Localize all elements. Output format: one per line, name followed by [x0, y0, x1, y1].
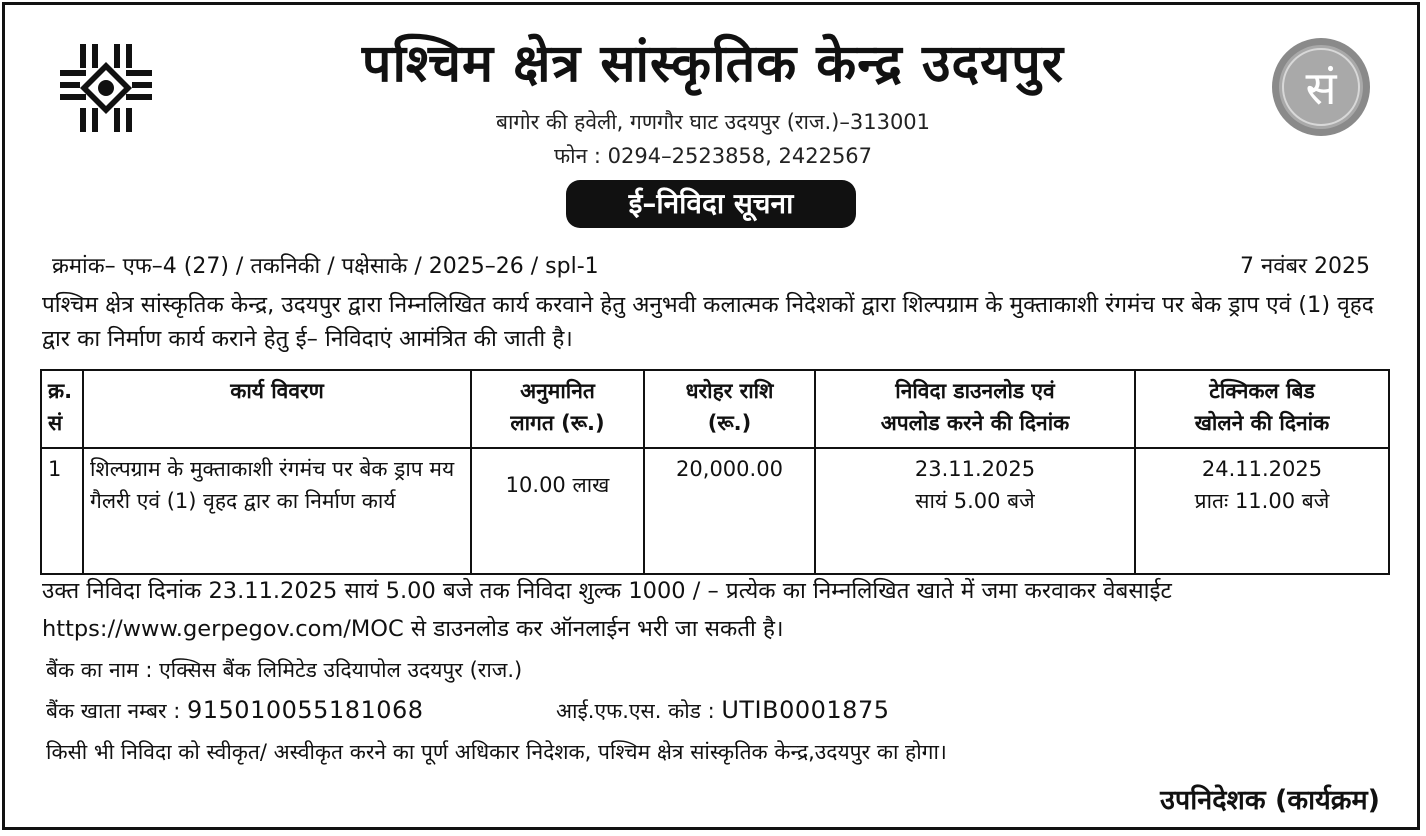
table-header-row — [41, 370, 1389, 448]
header-cost — [471, 370, 644, 448]
table-row — [41, 448, 1389, 574]
opening-date: 24.11.2025 — [1201, 457, 1323, 481]
notice-title-badge: ई–निविदा सूचना — [566, 180, 856, 228]
bank-name-line — [46, 656, 522, 684]
fee-note: उक्त निविदा दिनांक 23.11.2025 सायं 5.00 बजे तक निविदा शुल्क 1000 / – प्रत्येक का निम्नलिखित खाते में जमा करवाकर वेबसाईट https://www.gerpegov.com/MOC से डाउनलोड कर ऑनलाईन भरी जा सकती है। — [42, 578, 1172, 642]
cell-deposit: 20,000.00 — [644, 448, 815, 574]
header-download-line1: निविदा डाउनलोड एवं — [895, 379, 1055, 403]
cell-work: शिल्पग्राम के मुक्ताकाशी रंगमंच पर बेक ड्राप मय गैलरी एवं (1) वृहद द्वार का निर्माण कार्य — [83, 448, 471, 574]
address: बागोर की हवेली, गणगौर घाट उदयपुर (राज.)–313001 — [495, 110, 931, 134]
rights-note: किसी भी निविदा को स्वीकृत/ अस्वीकृत करने का पूर्ण अधिकार निदेशक, पश्चिम क्षेत्र सांस्कृतिक केन्द्र,उदयपुर का होगा। — [46, 740, 947, 764]
header-sno — [41, 370, 83, 448]
cell-sno: 1 — [41, 448, 83, 574]
header-deposit-line1: धरोहर राशि — [685, 379, 774, 403]
cell-opening — [1135, 448, 1389, 574]
header-deposit — [644, 370, 815, 448]
emblem-letter: सं — [1305, 61, 1337, 115]
tender-table — [40, 369, 1390, 575]
cell-cost: 10.00 लाख — [471, 448, 644, 574]
bank-name-label: बैंक का नाम : — [46, 658, 153, 682]
phone-numbers: फोन : 0294–2523858, 2422567 — [553, 144, 873, 168]
signatory: उपनिदेशक (कार्यक्रम) — [1160, 785, 1380, 816]
opening-time: प्रातः 11.00 बजे — [1194, 489, 1330, 513]
header-cost-line1: अनुमानित — [520, 379, 595, 403]
header-deposit-line2: (रू.) — [707, 411, 752, 435]
header-work — [83, 370, 471, 448]
bank-account-label: बैंक खाता नम्बर : — [46, 699, 181, 723]
intro-paragraph: पश्चिम क्षेत्र सांस्कृतिक केन्द्र, उदयपुर द्वारा निम्नलिखित कार्य करवाने हेतु अनुभवी कलात्मक निदेशकों द्वारा शिल्पग्राम के मुक्ताकाशी रंगमंच पर बेक ड्राप एवं (1) वृहद द्वार का निर्माण कार्य कराने हेतु ई– निविदाएं आमंत्रित की जाती है। — [42, 292, 1374, 352]
header-sno-line1: क्र. — [48, 379, 73, 403]
organisation-title: पश्चिम क्षेत्र सांस्कृतिक केन्द्र उदयपुर — [361, 34, 1065, 94]
header-opening — [1135, 370, 1389, 448]
header-download-line2: अपलोड करने की दिनांक — [880, 411, 1070, 435]
cell-download — [815, 448, 1135, 574]
bank-account-value: 915010055181068 — [187, 696, 424, 724]
header-opening-line2: खोलने की दिनांक — [1194, 411, 1330, 435]
download-date: 23.11.2025 — [914, 457, 1036, 481]
download-time: सायं 5.00 बजे — [915, 489, 1035, 513]
header-sno-line2: सं — [48, 411, 63, 435]
ifsc-label: आई.एफ.एस. कोड : — [556, 699, 715, 723]
notice-date: 7 नवंबर 2025 — [1240, 254, 1370, 279]
header-download — [815, 370, 1135, 448]
header-cost-line2: लागत (रू.) — [510, 411, 605, 435]
reference-number: क्रमांक– एफ–4 (27) / तकनिकी / पक्षेसाके / 2025–26 / spl-1 — [52, 254, 599, 279]
header-work-label: कार्य विवरण — [230, 379, 324, 403]
ifsc-line — [556, 696, 889, 725]
ifsc-value: UTIB0001875 — [721, 696, 890, 724]
bank-name-value: एक्सिस बैंक लिमिटेड उदियापोल उदयपुर (राज.) — [159, 658, 523, 682]
bank-account-line — [46, 696, 424, 725]
header-opening-line1: टेक्निकल बिड — [1209, 379, 1315, 403]
